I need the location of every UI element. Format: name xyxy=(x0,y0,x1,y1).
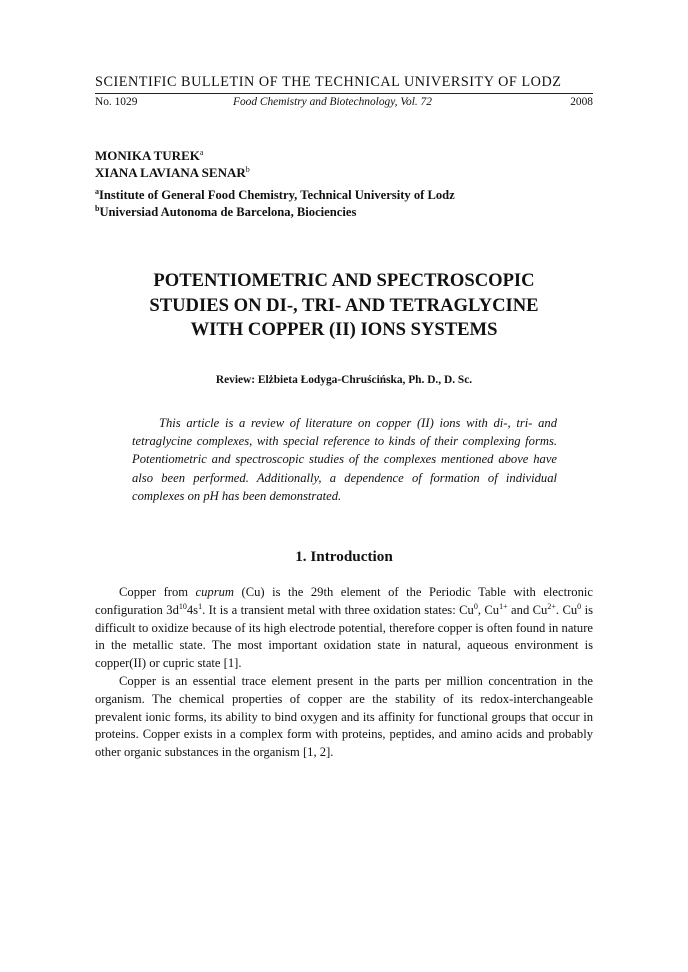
title-line: WITH COPPER (II) IONS SYSTEMS xyxy=(190,319,498,340)
superscript: 0 xyxy=(577,601,582,611)
author-name: XIANA LAVIANA SENAR xyxy=(95,165,246,180)
text-run: . Cu xyxy=(555,602,578,617)
abstract: This article is a review of literature on copper (II) ions with di-, tri- and tetraglycine complexes, with special reference to kinds of their complexing forms. Potentiometric and spectroscopic studies of the complexes mentioned above have also been performed. Additionally, a dependence of formation of individual complexes on pH has been demonstrated. xyxy=(132,416,557,503)
affiliation-2 xyxy=(95,204,356,220)
text-run: . It is a transient metal with three oxidation states: Cu xyxy=(202,602,474,617)
author-mark: a xyxy=(199,148,204,157)
header-rule xyxy=(95,93,593,94)
paragraph-1 xyxy=(95,584,593,673)
title-line: STUDIES ON DI-, TRI- AND TETRAGLYCINE xyxy=(149,294,539,316)
affiliation-text: Institute of General Food Chemistry, Technical University of Lodz xyxy=(99,188,455,202)
text-run: (Cu) is the 29th element of the Periodic Table with electronic configuration 3d xyxy=(95,585,593,617)
author-mark: b xyxy=(245,165,250,174)
superscript: 1 xyxy=(198,601,203,611)
text-run: , Cu xyxy=(477,602,500,617)
paper-title xyxy=(95,269,593,343)
text-run: is difficult to oxidize because of its high electrode potential, therefore copper is often found in nature in the metallic state. The most important oxidation state in natural, aqueous environment is copper(II) or cupric state [1]. xyxy=(95,602,593,671)
italic-term: cuprum xyxy=(195,585,235,599)
affiliation-mark: b xyxy=(95,204,100,213)
paragraph-2: Copper is an essential trace element present in the parts per million concentration in the organism. The chemical properties of copper are the stability of its redox-interchangeable prevalent ionic forms, its ability to bind oxygen and its affinity for functional groups that occur in proteins. Copper exists in a complex form with proteins, peptides, and amino acids and probably other organic substances in the organism [1, 2]. xyxy=(95,674,593,760)
affiliation-text: Universiad Autonoma de Barcelona, Biociencies xyxy=(99,205,357,219)
reviewer-line: Review: Elżbieta Łodyga-Chruścińska, Ph. D., D. Sc. xyxy=(215,374,473,386)
author-name: MONIKA TUREK xyxy=(95,148,200,163)
series-name: Food Chemistry and Biotechnology, Vol. 72 xyxy=(233,96,432,108)
superscript: 2+ xyxy=(547,601,556,611)
journal-title: SCIENTIFIC BULLETIN OF THE TECHNICAL UNIVERSITY OF LODZ xyxy=(95,74,562,90)
superscript: 1+ xyxy=(499,601,508,611)
author-1 xyxy=(95,148,203,164)
issue-line xyxy=(95,96,593,110)
superscript: 10 xyxy=(178,601,187,611)
issue-number: No. 1029 xyxy=(95,96,138,108)
text-run: 4s xyxy=(186,602,199,617)
affiliation-mark: a xyxy=(95,187,99,196)
title-line: POTENTIOMETRIC AND SPECTROSCOPIC xyxy=(153,270,535,291)
author-2 xyxy=(95,165,250,181)
text-run: and Cu xyxy=(507,602,548,617)
affiliation-1 xyxy=(95,187,455,203)
text-run: Copper from xyxy=(119,585,196,599)
issue-year: 2008 xyxy=(570,96,593,108)
section-heading: 1. Introduction xyxy=(295,548,393,565)
superscript: 0 xyxy=(473,601,478,611)
